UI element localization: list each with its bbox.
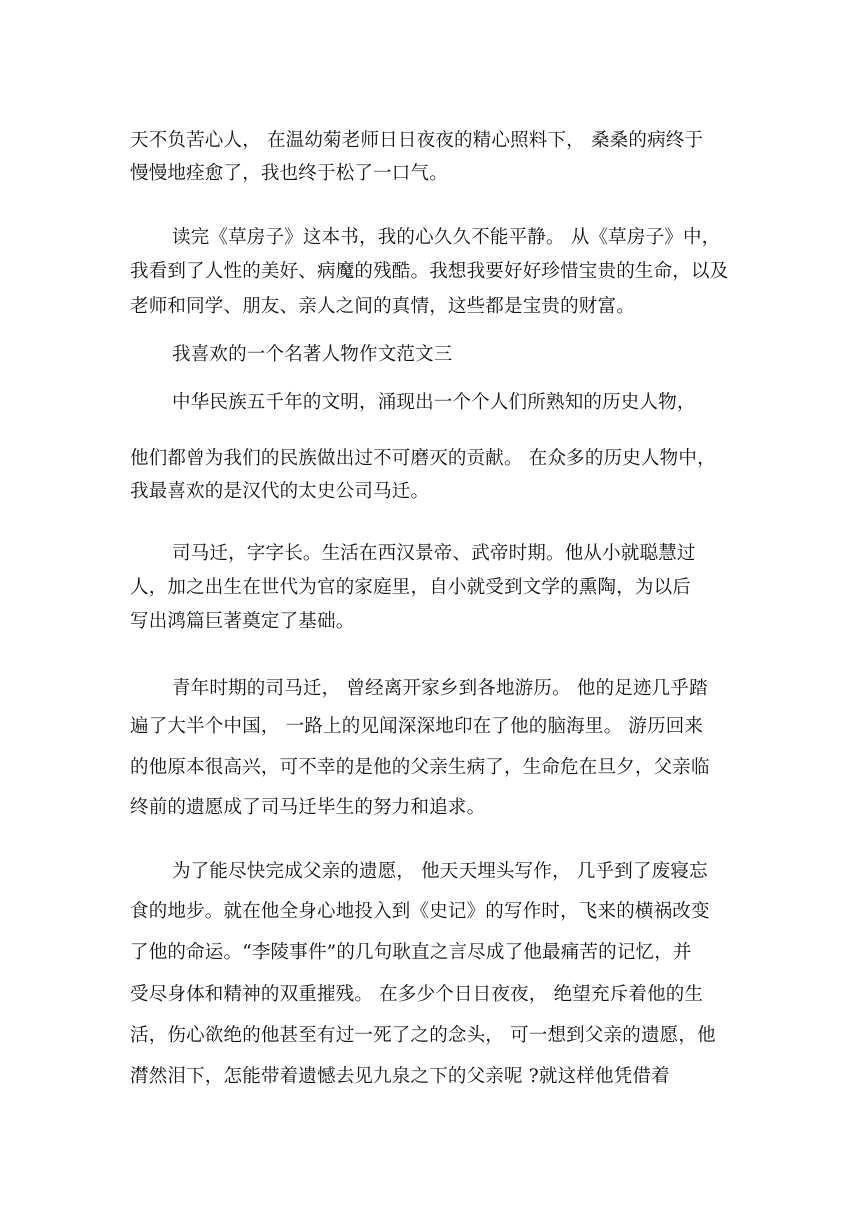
text-line: 青年时期的司马迁， 曾经离开家乡到各地游历。 他的足迹几乎踏 <box>172 678 708 699</box>
text-line: 写出鸿篇巨著奠定了基础。 <box>130 611 355 632</box>
text-line: 老师和同学、朋友、亲人之间的真情，这些都是宝贵的财富。 <box>130 296 635 317</box>
text-line: 为了能尽快完成父亲的遗愿， 他天天埋头写作， 几乎到了废寝忘 <box>172 861 708 882</box>
text-line: 中华民族五千年的文明，涌现出一个个人们所熟知的历史人物， <box>172 392 696 413</box>
text-line: 遍了大半个中国， 一路上的见闻深深地印在了他的脑海里。 游历回来 <box>130 716 704 737</box>
text-line: 我看到了人性的美好、病魔的残酷。我想我要好好珍惜宝贵的生命，以及 <box>130 261 729 282</box>
text-line: 人，加之出生在世代为官的家庭里，自小就受到文学的熏陶，为以后 <box>130 577 692 598</box>
text-line: 他们都曾为我们的民族做出过不可磨灭的贡献。 在众多的历史人物中， <box>130 448 716 469</box>
text-line: 读完《草房子》这本书，我的心久久不能平静。 从《草房子》中， <box>172 227 721 248</box>
text-line: 天不负苦心人， 在温幼菊老师日日夜夜的精心照料下， 桑桑的病终于 <box>130 130 704 151</box>
text-line: 慢慢地痊愈了，我也终于松了一口气。 <box>130 163 448 184</box>
section-heading: 我喜欢的一个名著人物作文范文三 <box>172 344 453 365</box>
text-line: 了他的命运。“李陵事件”的几句耿直之言尽成了他最痛苦的记忆，并 <box>130 942 692 963</box>
text-line: 食的地步。就在他全身心地投入到《史记》的写作时，飞来的横祸改变 <box>130 901 710 922</box>
text-line: 受尽身体和精神的双重摧残。 在多少个日日夜夜， 绝望充斥着他的生 <box>130 984 704 1005</box>
text-line: 我最喜欢的是汉代的太史公司马迁。 <box>130 481 430 502</box>
text-line: 的他原本很高兴，可不幸的是他的父亲生病了，生命危在旦夕，父亲临 <box>130 757 710 778</box>
text-line: 活，伤心欲绝的他甚至有过一死了之的念头， 可一想到父亲的遗愿，他 <box>130 1025 716 1046</box>
text-line: 潸然泪下，怎能带着遗憾去见九泉之下的父亲呢 ?就这样他凭借着 <box>130 1066 670 1087</box>
text-line: 司马迁，字字长。生活在西汉景帝、武帝时期。他从小就聪慧过 <box>172 543 696 564</box>
text-line: 终前的遗愿成了司马迁毕生的努力和追求。 <box>130 797 486 818</box>
